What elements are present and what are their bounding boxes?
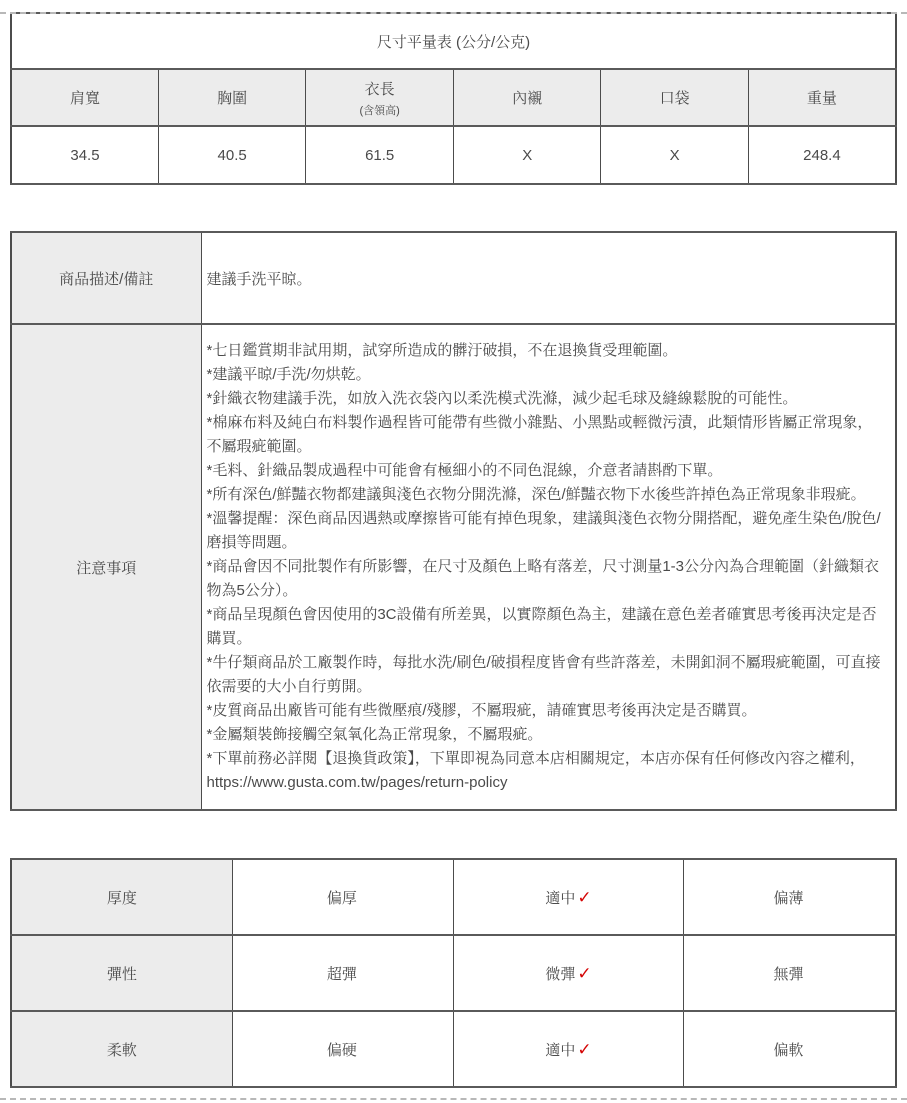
attr-option-cell <box>684 935 896 1011</box>
notes-label-cell: 注意事項 <box>11 324 201 810</box>
top-crop-divider <box>0 12 907 14</box>
check-icon: ✓ <box>577 887 592 907</box>
attr-option-cell <box>232 859 453 935</box>
note-item: *七日鑑賞期非試用期，試穿所造成的髒汙破損，不在退換貨受理範圍。 <box>206 342 678 359</box>
header-label: 口袋 <box>659 90 690 107</box>
header-lining <box>453 69 600 126</box>
notes-content-cell <box>201 324 896 810</box>
header-weight <box>748 69 896 126</box>
attr-option-cell <box>684 1011 896 1087</box>
note-item: *針織衣物建議手洗，如放入洗衣袋內以柔洗模式洗滌，減少起毛球及縫線鬆脫的可能性。 <box>206 390 798 407</box>
note-item: *商品呈現顏色會因使用的3C設備有所差異，以實際顏色為主，建議在意色差者確實思考後再決定是否購買。 <box>206 606 877 647</box>
value-weight: 248.4 <box>748 126 896 184</box>
value-chest: 40.5 <box>158 126 305 184</box>
size-table-title: 尺寸平量表 (公分/公克) <box>11 13 896 69</box>
option-label: 無彈 <box>773 965 804 983</box>
note-item: *棉麻布料及純白布料製作過程皆可能帶有些微小雜點、小黑點或輕微污漬，此類情形皆屬正常現象，不屬瑕疵範圍。 <box>206 414 873 455</box>
note-item: *牛仔類商品於工廠製作時，每批水洗/刷色/破損程度皆會有些許落差，未開釦洞不屬瑕疵範圍，可直接依需要的大小自行剪開。 <box>206 654 881 695</box>
header-label: 重量 <box>806 90 837 107</box>
attr-option-cell <box>232 935 453 1011</box>
attr-row-elasticity <box>11 935 896 1011</box>
note-item: *金屬類裝飾接觸空氣氧化為正常現象，不屬瑕疵。 <box>206 726 543 743</box>
attr-row-thickness <box>11 859 896 935</box>
attr-option-cell <box>454 935 684 1011</box>
attr-option-cell <box>232 1011 453 1087</box>
option-label: 偏厚 <box>326 889 357 907</box>
option-label: 適中 <box>545 889 576 907</box>
description-label-cell: 商品描述/備註 <box>11 232 201 324</box>
option-label: 超彈 <box>326 965 357 983</box>
attribute-table <box>10 858 897 1088</box>
header-garment-length <box>306 69 454 126</box>
check-icon: ✓ <box>577 963 592 983</box>
description-content-cell <box>201 232 896 324</box>
header-pocket <box>601 69 748 126</box>
option-label: 偏軟 <box>773 1041 804 1059</box>
note-item: *建議平晾/手洗/勿烘乾。 <box>206 366 371 383</box>
attr-option-cell <box>454 1011 684 1087</box>
bottom-crop-divider <box>0 1098 907 1100</box>
note-item: *下單前務必詳閱【退換貨政策】，下單即視為同意本店相關規定，本店亦保有任何修改內容之權利，https://www.gusta.com.tw/pages/return-policy <box>206 750 865 791</box>
description-row <box>11 232 896 324</box>
value-pocket: X <box>601 126 748 184</box>
option-label: 微彈 <box>545 965 576 983</box>
attr-label-softness: 柔軟 <box>11 1011 232 1087</box>
header-chest <box>158 69 305 126</box>
header-label: 衣長 <box>364 80 395 98</box>
size-table-title-row <box>11 13 896 69</box>
size-table-header-row <box>11 69 896 126</box>
value-garment-length: 61.5 <box>306 126 454 184</box>
check-icon: ✓ <box>577 1039 592 1059</box>
value-lining: X <box>453 126 600 184</box>
note-item: *溫馨提醒：深色商品因遇熱或摩擦皆可能有掉色現象，建議與淺色衣物分開搭配，避免產生染色/脫色/磨損等問題。 <box>206 510 881 551</box>
notes-row <box>11 324 896 810</box>
size-table-value-row <box>11 126 896 184</box>
header-sub-label: (含領高) <box>359 104 400 117</box>
header-label: 內襯 <box>512 90 543 107</box>
note-item: *所有深色/鮮豔衣物都建議與淺色衣物分開洗滌，深色/鮮豔衣物下水後些許掉色為正常現象非瑕疵。 <box>206 486 866 503</box>
attr-option-cell <box>684 859 896 935</box>
option-label: 適中 <box>545 1041 576 1059</box>
product-info-table <box>10 231 897 811</box>
header-label: 肩寬 <box>69 90 100 107</box>
size-measurement-table <box>10 12 897 185</box>
value-shoulder-width: 34.5 <box>11 126 158 184</box>
header-label: 胸圍 <box>217 90 248 107</box>
attr-row-softness <box>11 1011 896 1087</box>
description-text: 建議手洗平晾。 <box>206 270 312 288</box>
note-item: *毛料、針織品製成過程中可能會有極細小的不同色混線，介意者請斟酌下單。 <box>206 462 723 479</box>
header-shoulder-width <box>11 69 158 126</box>
attr-label-elasticity: 彈性 <box>11 935 232 1011</box>
attr-option-cell <box>454 859 684 935</box>
notes-list <box>203 331 895 803</box>
note-item: *皮質商品出廠皆可能有些微壓痕/殘膠，不屬瑕疵，請確實思考後再決定是否購買。 <box>206 702 757 719</box>
option-label: 偏薄 <box>773 889 804 907</box>
attr-label-thickness: 厚度 <box>11 859 232 935</box>
option-label: 偏硬 <box>326 1041 357 1059</box>
note-item: *商品會因不同批製作有所影響，在尺寸及顏色上略有落差，尺寸測量1-3公分內為合理範圍（針織類衣物為5公分）。 <box>206 558 880 599</box>
